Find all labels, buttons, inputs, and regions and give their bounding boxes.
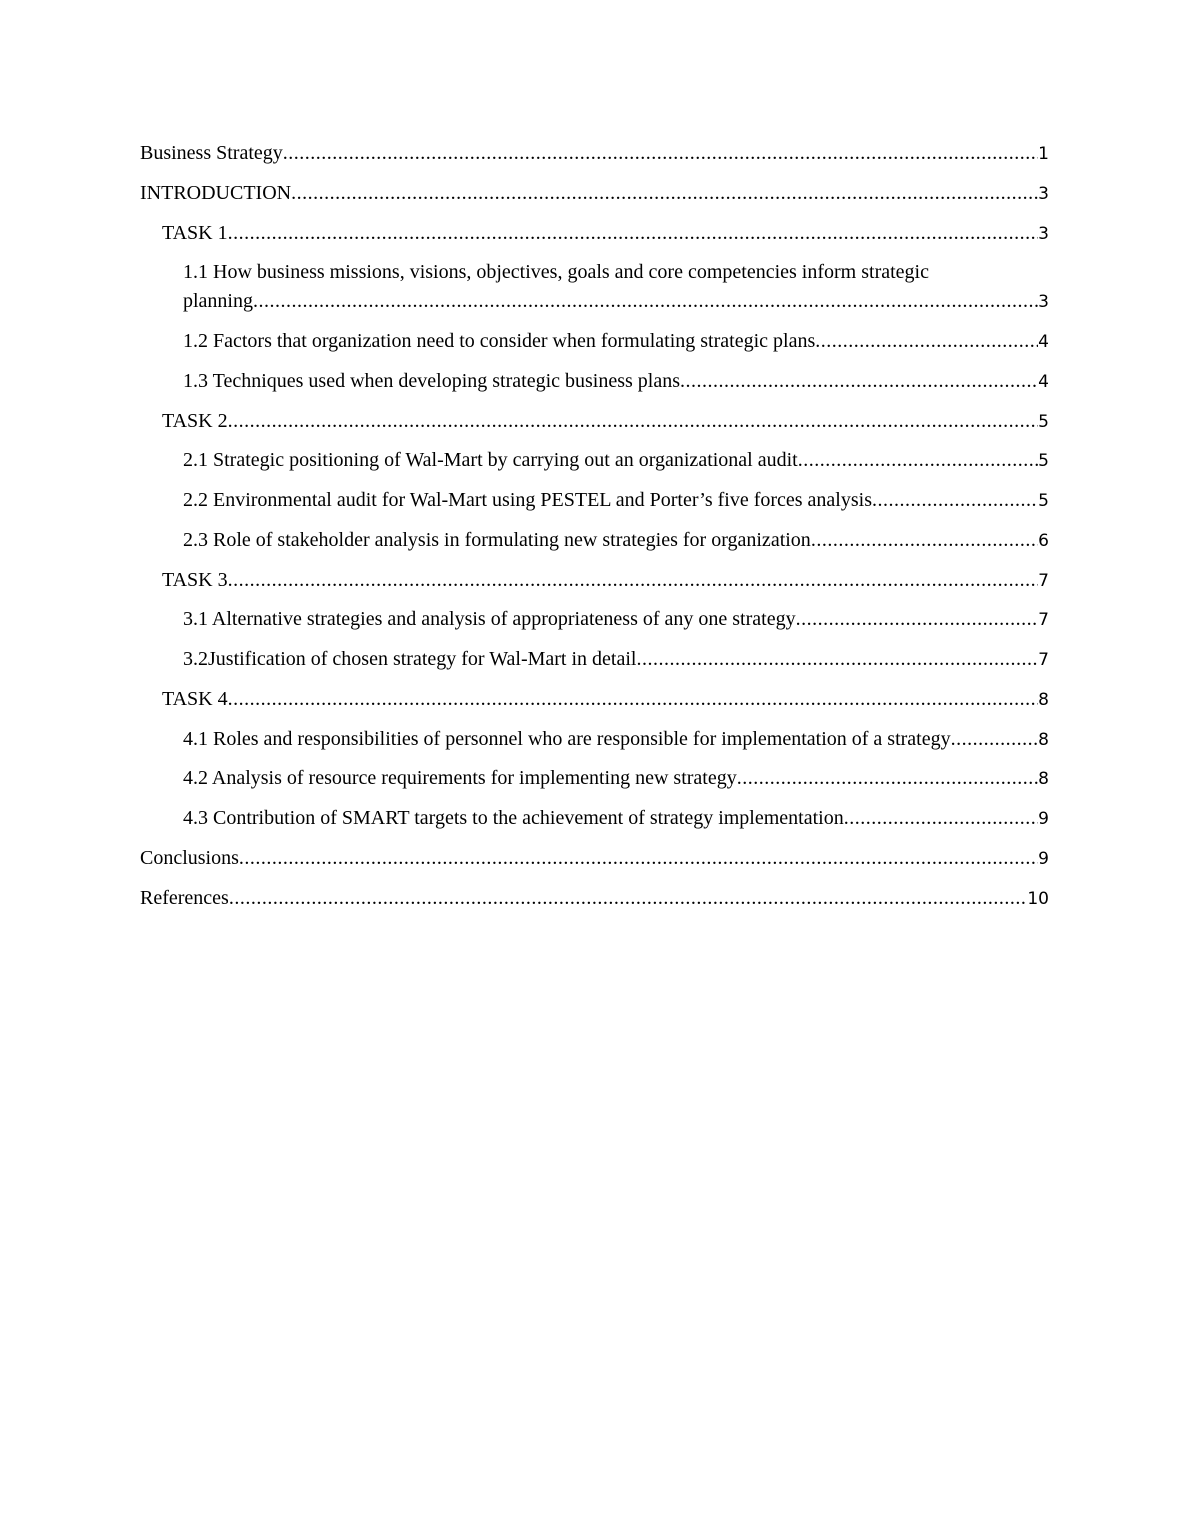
toc-entry-references[interactable]	[140, 884, 1049, 913]
toc-dot-leader	[737, 764, 1038, 793]
toc-page-number: 5	[1038, 451, 1049, 472]
toc-entry-conclusions[interactable]	[140, 844, 1049, 873]
toc-page-number: 10	[1027, 888, 1049, 909]
toc-entry-title: TASK 4	[162, 687, 228, 710]
toc-entry-introduction[interactable]	[140, 179, 1049, 208]
toc-page-number: 7	[1038, 610, 1049, 631]
toc-dot-leader	[228, 685, 1039, 714]
toc-page-number: 9	[1038, 809, 1049, 829]
toc-dot-leader	[283, 139, 1038, 168]
toc-entry-title: Conclusions	[140, 846, 239, 869]
toc-page-number: 9	[1038, 848, 1049, 869]
toc-dot-leader	[844, 804, 1038, 833]
toc-dot-leader	[229, 884, 1028, 913]
toc-entry-title: References	[140, 886, 229, 909]
toc-entry-2-1[interactable]	[140, 446, 1049, 475]
toc-entry-title: 2.1 Strategic positioning of Wal-Mart by carrying out an organizational audit	[183, 449, 798, 472]
toc-dot-leader	[815, 327, 1038, 356]
toc-page-number: 3	[1038, 292, 1049, 313]
toc-entry-title: 4.3 Contribution of SMART targets to the achievement of strategy implementation	[183, 807, 844, 829]
toc-page-number: 5	[1038, 411, 1049, 432]
toc-entry-4-2[interactable]	[140, 764, 1049, 793]
toc-entry-2-3[interactable]	[140, 526, 1049, 555]
toc-entry-title: 1.3 Techniques used when developing strategic business plans	[183, 369, 681, 392]
toc-dot-leader	[228, 407, 1039, 436]
toc-entry-title: TASK 3	[162, 568, 228, 591]
toc-entry-title: 3.1 Alternative strategies and analysis of appropriateness of any one strategy	[183, 608, 796, 631]
toc-entry-4-1[interactable]	[140, 725, 1049, 754]
toc-page-number: 8	[1038, 769, 1049, 790]
toc-page-number: 4	[1038, 332, 1049, 352]
toc-entry-title: 4.1 Roles and responsibilities of personnel who are responsible for implementation of a strategy	[183, 727, 951, 750]
toc-entry-1-1[interactable]	[140, 258, 1049, 316]
toc-entry-1-2[interactable]	[140, 327, 1049, 356]
table-of-contents	[140, 139, 1049, 923]
toc-dot-leader	[636, 645, 1038, 674]
toc-entry-title: 3.2Justification of chosen strategy for Wal-Mart in detail	[183, 648, 637, 670]
toc-entry-title: INTRODUCTION	[140, 181, 292, 204]
toc-entry-3-1[interactable]	[140, 605, 1049, 634]
toc-entry-2-2[interactable]	[140, 486, 1049, 515]
toc-entry-title: 2.3 Role of stakeholder analysis in formulating new strategies for organization	[183, 528, 811, 551]
toc-dot-leader	[239, 844, 1038, 873]
toc-dot-leader	[872, 486, 1038, 515]
toc-entry-task-4[interactable]	[140, 685, 1049, 714]
toc-entry-task-1[interactable]	[140, 219, 1049, 248]
toc-entry-title-line2-row	[183, 287, 1049, 316]
toc-dot-leader	[951, 725, 1039, 754]
toc-entry-title-line1: 1.1 How business missions, visions, objectives, goals and core competencies inform strategic	[183, 261, 929, 284]
toc-page-number: 3	[1038, 223, 1049, 244]
toc-page-number: 5	[1038, 491, 1049, 511]
toc-dot-leader	[291, 179, 1038, 208]
toc-dot-leader	[253, 287, 1038, 316]
toc-page-number: 8	[1038, 689, 1049, 710]
toc-entry-title: TASK 1	[162, 221, 228, 244]
toc-entry-4-3[interactable]	[140, 804, 1049, 833]
toc-page-number: 1	[1038, 144, 1049, 164]
toc-entry-title: Business Strategy	[140, 142, 283, 164]
toc-entry-title: 2.2 Environmental audit for Wal-Mart using PESTEL and Porter’s five forces analysis	[183, 489, 872, 511]
toc-page-number: 7	[1038, 650, 1049, 670]
toc-dot-leader	[228, 566, 1039, 595]
toc-dot-leader	[798, 446, 1038, 475]
toc-entry-title: 1.2 Factors that organization need to consider when formulating strategic plans	[183, 330, 816, 352]
toc-entry-title-line2: planning	[183, 290, 253, 313]
toc-entry-task-2[interactable]	[140, 407, 1049, 436]
toc-dot-leader	[228, 219, 1039, 248]
toc-page-number: 7	[1038, 570, 1049, 591]
toc-entry-business-strategy[interactable]	[140, 139, 1049, 168]
toc-entry-title: 4.2 Analysis of resource requirements for implementing new strategy	[183, 767, 737, 790]
toc-page-number: 6	[1038, 530, 1049, 551]
toc-entry-task-3[interactable]	[140, 566, 1049, 595]
toc-entry-3-2[interactable]	[140, 645, 1049, 674]
toc-entry-1-3[interactable]	[140, 367, 1049, 396]
toc-page-number: 4	[1038, 371, 1049, 392]
toc-page-number: 8	[1038, 729, 1049, 750]
toc-dot-leader	[680, 367, 1038, 396]
toc-page-number: 3	[1038, 183, 1049, 204]
toc-dot-leader	[811, 526, 1038, 555]
toc-dot-leader	[796, 605, 1039, 634]
toc-entry-title: TASK 2	[162, 409, 228, 432]
